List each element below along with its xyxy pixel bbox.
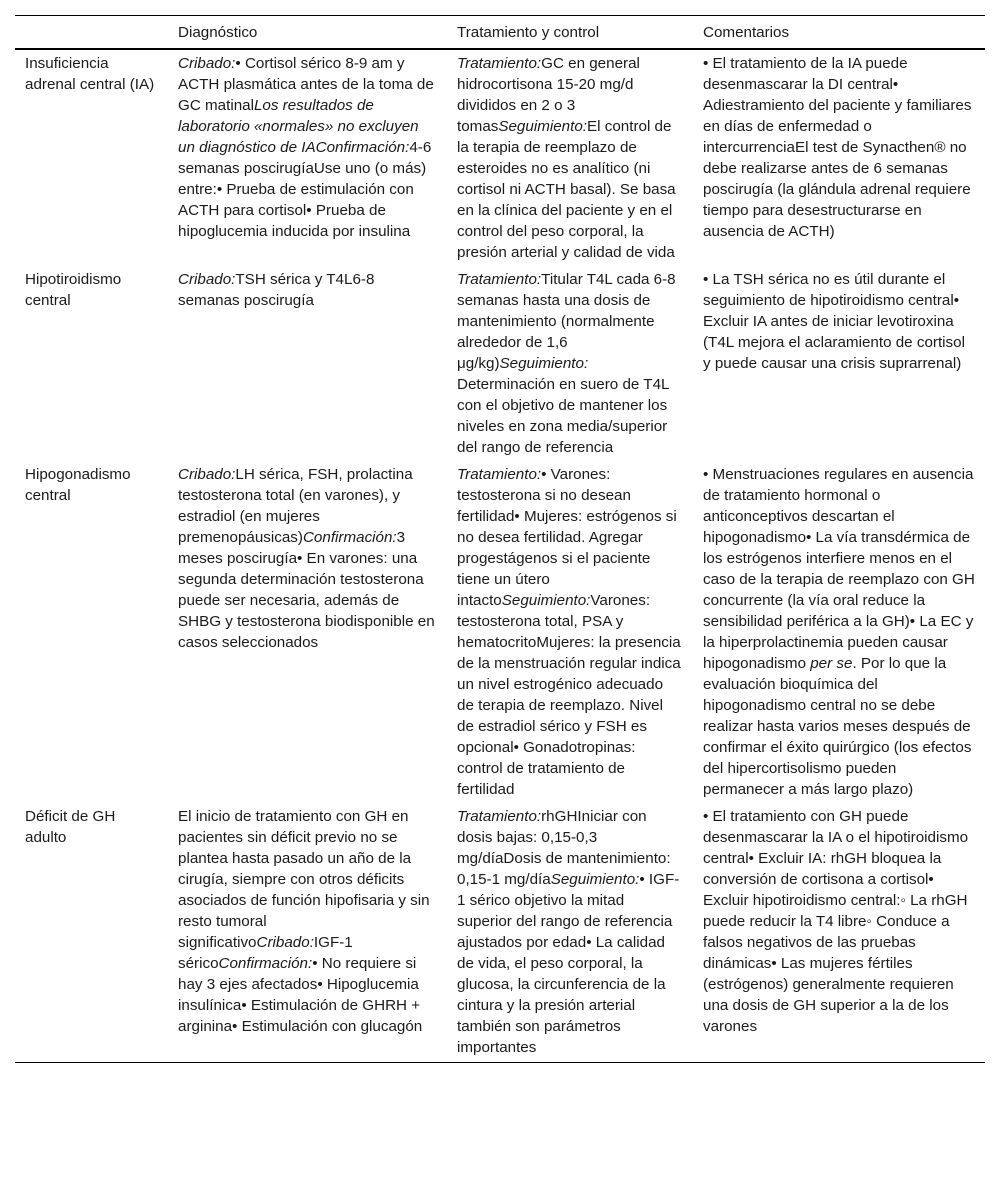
tratamiento-cell <box>447 49 693 269</box>
header-cell-comentarios: Comentarios <box>703 24 790 41</box>
table-row <box>15 464 985 806</box>
comentarios-cell <box>693 269 985 464</box>
italic-label: Tratamiento: <box>457 808 542 825</box>
text-segment: LH sérica, FSH, prolactina testosterona total (en varones), y estradiol (en mujeres premenopáusicas) <box>178 466 417 546</box>
italic-label: Los resultados de laboratorio «normales» no excluyen un diagnóstico de IA <box>178 97 423 156</box>
italic-label: Tratamiento: <box>457 55 542 72</box>
italic-label: Cribado: <box>256 934 314 951</box>
diagnostico-cell <box>168 49 447 269</box>
tratamiento-cell <box>447 269 693 464</box>
italic-label: Cribado: <box>178 466 236 483</box>
text-segment: • Varones: testosterona si no desean fertilidad• Mujeres: estrógenos si no desea fertilidad. Agregar progestágenos si el paciente tiene un útero intacto <box>457 466 681 609</box>
header-cell-diagnostico: Diagnóstico <box>178 24 258 41</box>
table-body <box>15 49 985 1063</box>
text-segment: rhGHIniciar con dosis bajas: 0,15-0,3 mg/díaDosis de mantenimiento: 0,15-1 mg/día <box>457 808 675 888</box>
text-segment: Determinación en suero de T4L con el objetivo de mantener los niveles en zona media/superior del rango de referencia <box>457 355 674 456</box>
text-segment: • El tratamiento con GH puede desenmascarar la IA o el hipotiroidismo central• Excluir IA: rhGH bloquea la conversión de cortisona a cortisol• Excluir hipotiroidismo central:◦ La rhGH puede reducir la T4 libre◦ Conduce a falsos negativos de las pruebas dinámicas• Las mujeres fértiles (estrógenos) generalmente requieren una dosis de GH superior a la de los varones <box>703 808 973 1035</box>
table-row <box>15 806 985 1063</box>
text-segment: • Menstruaciones regulares en ausencia de tratamiento hormonal o anticonceptivos descartan el hipogonadismo• La vía transdérmica de los estrógenos interfiere menos en el caso de la terapia de reemplazo con GH concurrente (la vía oral reduce la sensibilidad periférica a la GH)• La EC y la hiperprolactinemia pueden causar hipogonadismo <box>703 466 980 672</box>
text-segment: Varones: testosterona total, PSA y hematocritoMujeres: la presencia de la menstruación regular indica un nivel estrogénico adecuado de terapia de reemplazo. Nivel de estradiol sérico y FSH es opcional• Gonadotropinas: control de tratamiento de fertilidad <box>457 592 685 798</box>
header-cell-blank <box>15 16 168 50</box>
tratamiento-cell <box>447 806 693 1063</box>
clinical-table <box>15 15 985 1063</box>
italic-label: Tratamiento: <box>457 466 542 483</box>
text-segment: 4-6 semanas poscirugíaUse uno (o más) entre:• Prueba de estimulación con ACTH para cortisol• Prueba de hipoglucemia inducida por insulina <box>178 139 436 240</box>
table-row <box>15 49 985 269</box>
italic-label: per se <box>810 655 853 672</box>
italic-label: Confirmación: <box>315 139 410 156</box>
condition-cell: Déficit de GH adulto <box>25 808 116 846</box>
text-segment: . Por lo que la evaluación bioquímica del hipogonadismo central no se debe realizar hasta varios meses después de confirmar el éxito quirúrgico (los efectos del hipercortisolismo pueden permanecer a más largo plazo) <box>703 655 976 798</box>
italic-label: Seguimiento: <box>498 118 588 135</box>
text-segment: TSH sérica y T4L6-8 semanas poscirugía <box>178 271 379 309</box>
text-segment: • El tratamiento de la IA puede desenmascarar la DI central• Adiestramiento del paciente y familiares en días de enfermedad o intercurrenciaEl test de Synacthen® no debe realizarse antes de 6 semanas poscirugía (la glándula adrenal requiere tiempo para desestructurarse en ausencia de ACTH) <box>703 55 976 240</box>
text-segment: • No requiere si hay 3 ejes afectados• Hipoglucemia insulínica• Estimulación de GHRH + arginina• Estimulación con glucagón <box>178 955 425 1035</box>
comentarios-cell <box>693 464 985 806</box>
tratamiento-cell <box>447 464 693 806</box>
header-row <box>15 16 985 50</box>
header-cell-tratamiento: Tratamiento y control <box>457 24 600 41</box>
italic-label: Seguimiento: <box>550 871 640 888</box>
italic-label: Confirmación: <box>302 529 397 546</box>
text-segment: 3 meses poscirugía• En varones: una segunda determinación testosterona puede ser necesaria, además de SHBG y testosterona biodisponible en casos seleccionados <box>178 529 439 651</box>
italic-label: Cribado: <box>178 271 236 288</box>
italic-label: Cribado: <box>178 55 236 72</box>
diagnostico-cell <box>168 269 447 464</box>
text-segment: El inicio de tratamiento con GH en pacientes sin déficit previo no se plantea hasta pasado un año de la cirugía, siempre con otros déficits asociados de función hipofisaria y sin resto tumoral significativo <box>178 808 434 951</box>
comentarios-cell <box>693 49 985 269</box>
condition-cell: Insuficiencia adrenal central (IA) <box>25 55 155 93</box>
text-segment: • IGF-1 sérico objetivo la mitad superior del rango de referencia ajustados por edad• La calidad de vida, el peso corporal, la glucosa, la circunferencia de la cintura y la presión arterial también son parámetros importantes <box>457 871 680 1056</box>
text-segment: • La TSH sérica no es útil durante el seguimiento de hipotiroidismo central• Excluir IA antes de iniciar levotiroxina (T4L mejora el aclaramiento de cortisol y puede causar una crisis suprarrenal) <box>703 271 970 372</box>
table-header <box>15 16 985 50</box>
italic-label: Tratamiento: <box>457 271 542 288</box>
text-segment: Titular T4L cada 6-8 semanas hasta una dosis de mantenimiento (normalmente alrededor de 1,6 μg/kg) <box>457 271 680 372</box>
text-segment: IGF-1 sérico <box>178 934 357 972</box>
italic-label: Confirmación: <box>218 955 313 972</box>
text-segment: GC en general hidrocortisona 15-20 mg/d divididos en 2 o 3 tomas <box>457 55 645 135</box>
condition-cell: Hipogonadismo central <box>25 466 131 504</box>
condition-cell: Hipotiroidismo central <box>25 271 122 309</box>
diagnostico-cell <box>168 464 447 806</box>
table-row <box>15 269 985 464</box>
text-segment: • Cortisol sérico 8-9 am y ACTH plasmática antes de la toma de GC matinal <box>178 55 439 114</box>
text-segment: El control de la terapia de reemplazo de esteroides no es analítico (ni cortisol ni ACTH basal). Se basa en la clínica del paciente y en el control del peso corporal, la presión arterial y calidad de vida <box>457 118 680 261</box>
diagnostico-cell <box>168 806 447 1063</box>
italic-label: Seguimiento: <box>501 592 591 609</box>
comentarios-cell <box>693 806 985 1063</box>
italic-label: Seguimiento: <box>499 355 589 372</box>
